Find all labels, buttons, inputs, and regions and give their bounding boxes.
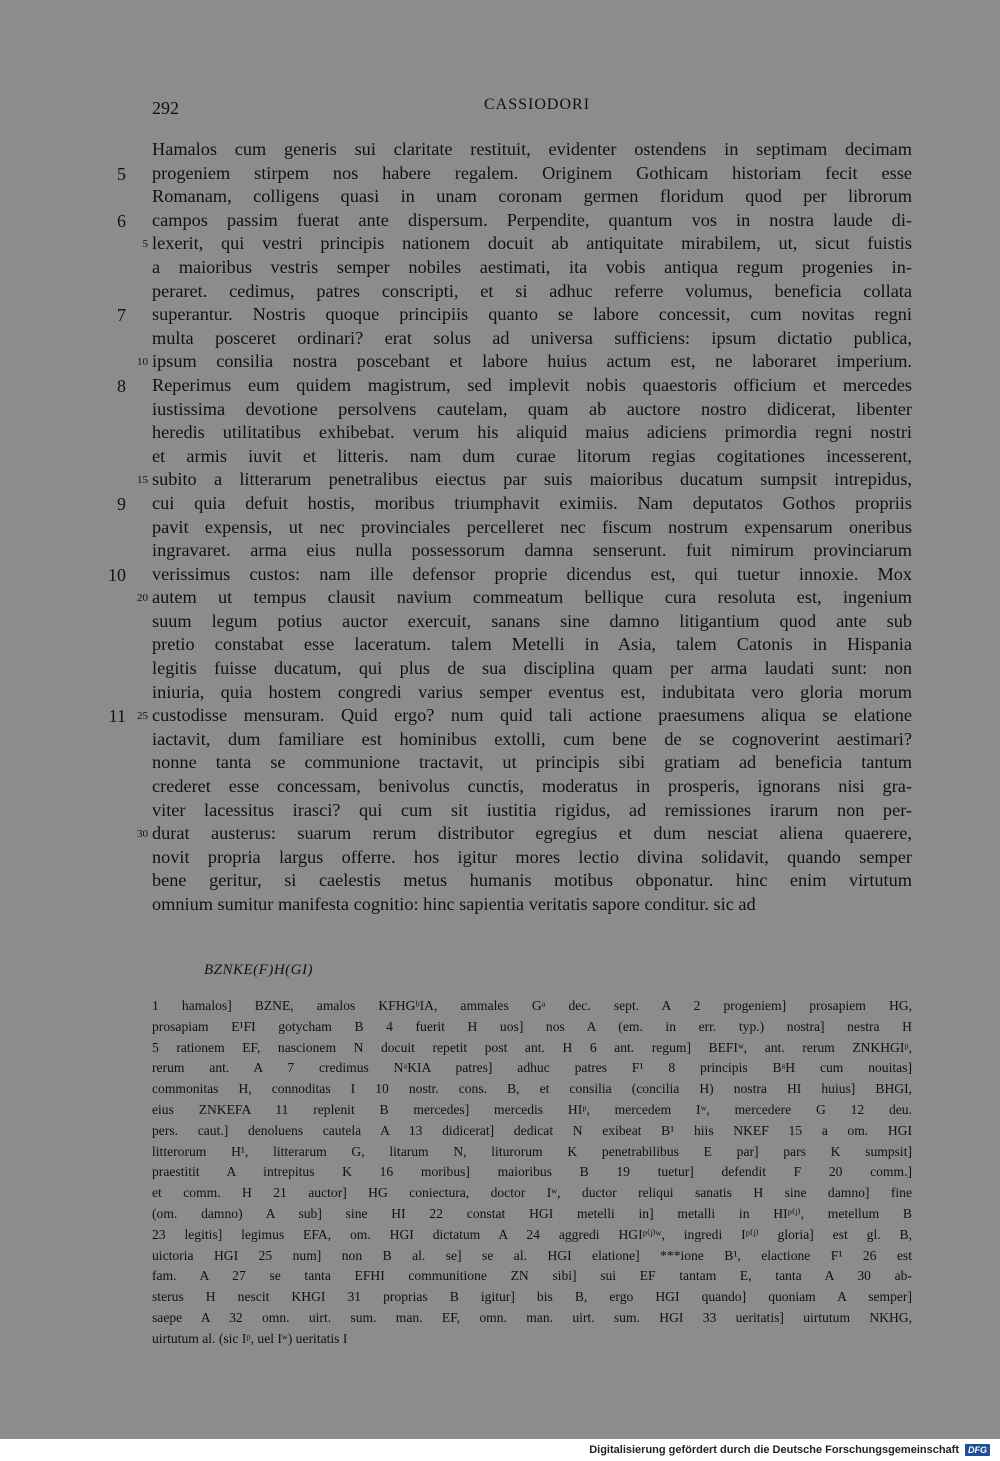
apparatus-line: sterus H nescit KHGI 31 proprias B igitur] bis B, ergo HGI quando] quoniam A semper] — [152, 1289, 912, 1305]
apparatus-line: uictoria HGI 25 num] non B al. se] se al. HGI elatione] ***ione B¹, elactione F¹ 26 est — [152, 1247, 912, 1263]
text-line: suum legum potius auctor exercuit, sanans sine damno litigantium quod ante sub — [152, 610, 912, 631]
apparatus-line: saepe A 32 omn. uirt. sum. man. EF, omn. man. uirt. sum. HGI 33 ueritatis] uirtutum NKHG, — [152, 1309, 912, 1325]
text-line: iniuria, quia hostem congredi varius semper eventus est, indubitata vero gloria morum — [152, 681, 912, 702]
text-line: et armis iuvit et litteris. nam dum curae litorum regias cogitationes incesserent, — [152, 445, 912, 466]
text-line: verissimus custos: nam ille defensor proprie dicendus est, qui tuetur innoxie. Mox — [152, 563, 912, 584]
text-line: Romanam, colligens quasi in unam coronam germen floridum quod per librorum — [152, 186, 912, 207]
apparatus-line: 1 hamalos] BZNE, amalos KFHGᵇIA, ammales Gᵃ dec. sept. A 2 progeniem] prosapiem HG, — [152, 998, 912, 1013]
section-number: 9 — [117, 494, 126, 514]
dfg-logo-icon: DFG — [965, 1444, 990, 1456]
line-number: 25 — [137, 710, 148, 723]
text-line: ingravaret. arma eius nulla possessorum damna senserunt. fuit nimirum provinciarum — [152, 540, 912, 561]
text-line: durat austerus: suarum rerum distributor egregius et dum nesciat aliena quaerere, — [152, 823, 912, 844]
text-line: ipsum consilia nostra poscebant et labore huius actum est, ne laboraret imperium. — [152, 351, 912, 372]
apparatus-line: fam. A 27 se tanta EFHI communitione ZN sibi] sui EF tantam E, tanta A 30 ab- — [152, 1268, 912, 1284]
text-line: legitis fuisse ducatum, qui plus de sua disciplina quam per arma laudati sunt: non — [152, 658, 912, 679]
text-line: omnium sumitur manifesta cognitio: hinc sapientia veritatis sapore conditur. sic ad — [152, 894, 756, 914]
footer-credit: Digitalisierung gefördert durch die Deutsche Forschungsgemeinschaft — [589, 1444, 959, 1456]
text-line: multa posceret ordinari? erat solus ad universa sufficiens: ipsum dictatio publica, — [152, 327, 912, 348]
apparatus-line: pers. caut.] denoluens cautela A 13 didicerat] dedicat N exibeat B¹ hiis NKEF 15 a om. HGI — [152, 1122, 912, 1138]
apparatus-line: uirtutum al. (sic Iᵖ, uel Iʷ) ueritatis I — [152, 1330, 348, 1346]
apparatus-line: eius ZNKEFA 11 replenit B mercedes] mercedis HIᵖ, mercedem Iʷ, mercedere G 12 deu. — [152, 1101, 912, 1117]
footer-bar — [0, 1439, 1000, 1461]
page-number: 292 — [152, 98, 179, 118]
line-number: 30 — [137, 828, 148, 841]
text-line: heredis utilitatibus exhibebat. verum his aliquid maius adiciens primordia regni nostri — [152, 422, 912, 443]
text-line: lexerit, qui vestri principis nationem docuit ab antiquitate mirabilem, ut, sicut fuistis — [152, 233, 912, 254]
section-number: 10 — [108, 564, 126, 585]
text-line: a maioribus vestris semper nobiles aestimati, ita vobis antiqua regum progenies in- — [152, 256, 912, 277]
text-line: campos passim fuerat ante dispersum. Perpendite, quantum vos in nostra laude di- — [152, 209, 912, 230]
line-number: 15 — [137, 474, 148, 487]
text-line: crederet esse concessam, benivolus cunctis, moderatus in prosperis, ignorans nisi gra- — [152, 776, 912, 797]
text-line: iustissima devotione persolvens cautelam, quam ab auctore nostro didicerat, libenter — [152, 398, 912, 419]
main-text-block — [152, 138, 912, 917]
text-line: peraret. cedimus, patres conscripti, et si adhuc referre volumus, beneficia collata — [152, 280, 912, 301]
line-number: 10 — [137, 356, 148, 369]
text-line: iactavit, dum familiare est hominibus extolli, cum bene de se cognoverint aestimari? — [152, 728, 912, 749]
apparatus-line: commonitas H, connoditas I 10 nostr. cons. B, et consilia (concilia H) nostra HI huius] BHGI, — [152, 1081, 912, 1097]
line-number: 5 — [142, 238, 148, 251]
text-line: nonne tanta se communione tractavit, ut principis sibi gratiam ad beneficia tantum — [152, 752, 912, 773]
text-line: subito a litterarum penetralibus eiectus par suis maioribus ducatum sumpsit intrepidus, — [152, 469, 912, 490]
apparatus-line: litterorum H¹, litterarum G, litarum N, liturorum K penetrabilibus E par] pars K sumpsit] — [152, 1143, 912, 1159]
apparatus-line: prosapiam E¹FI gotycham B 4 fuerit H uos] nos A (em. in err. typ.) nostra] nestra H — [152, 1018, 912, 1034]
manuscript-sigla: BZNKE(F)H(GI) — [204, 962, 313, 978]
text-line: Hamalos cum generis sui claritate restituit, evidenter ostendens in septimam decimam — [152, 139, 912, 159]
text-line: pavit expensis, ut nec provinciales percelleret nec fiscum nostrum expensarum oneribus — [152, 516, 912, 537]
section-number: 11 — [108, 706, 126, 727]
apparatus-line: 23 legitis] legimus EFA, om. HGI dictatum A 24 aggredi HGIᵖ⁽ʲ⁾ʷ, ingredi Iᵖ⁽ʲ⁾ gloria] est gl. B, — [152, 1226, 912, 1242]
apparatus-line: rerum ant. A 7 credimus NᵃKIA patres] adhuc patres F¹ 8 principis BᵃH cum nouitas] — [152, 1060, 912, 1076]
text-line: novit propria largus offerre. hos igitur mores lectio divina solidavit, quando semper — [152, 846, 912, 867]
critical-apparatus — [152, 996, 912, 1350]
running-head: CASSIODORI — [484, 96, 591, 113]
text-line: progeniem stirpem nos habere regalem. Originem Gothicam historiam fecit esse — [152, 162, 912, 183]
text-line: autem ut tempus clausit navium commeatum bellique cura resoluta est, ingenium — [152, 587, 912, 608]
apparatus-line: praestitit A intrepitus K 16 moribus] maioribus B 19 tuetur] defendit F 20 comm.] — [152, 1164, 912, 1180]
section-number: 6 — [117, 210, 126, 231]
text-line: pretio constabat esse laceratum. talem Metelli in Asia, talem Catonis in Hispania — [152, 634, 912, 655]
apparatus-line: 5 rationem EF, nascionem N docuit repetit post ant. H 6 ant. regum] BEFIʷ, ant. rerum ZNKHGIᵖ, — [152, 1039, 912, 1055]
text-line: custodisse mensuram. Quid ergo? num quid tali actione praesumens aliqua se elatione — [152, 705, 912, 726]
text-line: Reperimus eum quidem magistrum, sed implevit nobis quaestoris officium et mercedes — [152, 374, 912, 395]
text-line: bene geritur, si caelestis metus humanis motibus obponatur. hinc enim virtutum — [152, 870, 912, 891]
text-line: cui quia defuit hostis, moribus triumphavit eximiis. Nam deputatos Gothos propriis — [152, 492, 912, 513]
text-line: viter lacessitus irasci? qui cum sit iustitia rigidus, ad remissiones irarum non per- — [152, 799, 912, 820]
line-number: 20 — [137, 592, 148, 605]
apparatus-line: et comm. H 21 auctor] HG coniectura, doctor Iʷ, ductor reliqui sanatis H sine damno] fine — [152, 1185, 912, 1201]
section-number: 7 — [117, 305, 126, 326]
apparatus-line: (om. damno) A sub] sine HI 22 constat HGI metelli in] metalli in HIᵖ⁽ʲ⁾, metellum B — [152, 1205, 912, 1221]
section-number: 5 — [117, 163, 126, 184]
text-line: superantur. Nostris quoque principiis quanto se labore concessit, cum novitas regni — [152, 304, 912, 325]
section-number: 8 — [117, 376, 126, 396]
